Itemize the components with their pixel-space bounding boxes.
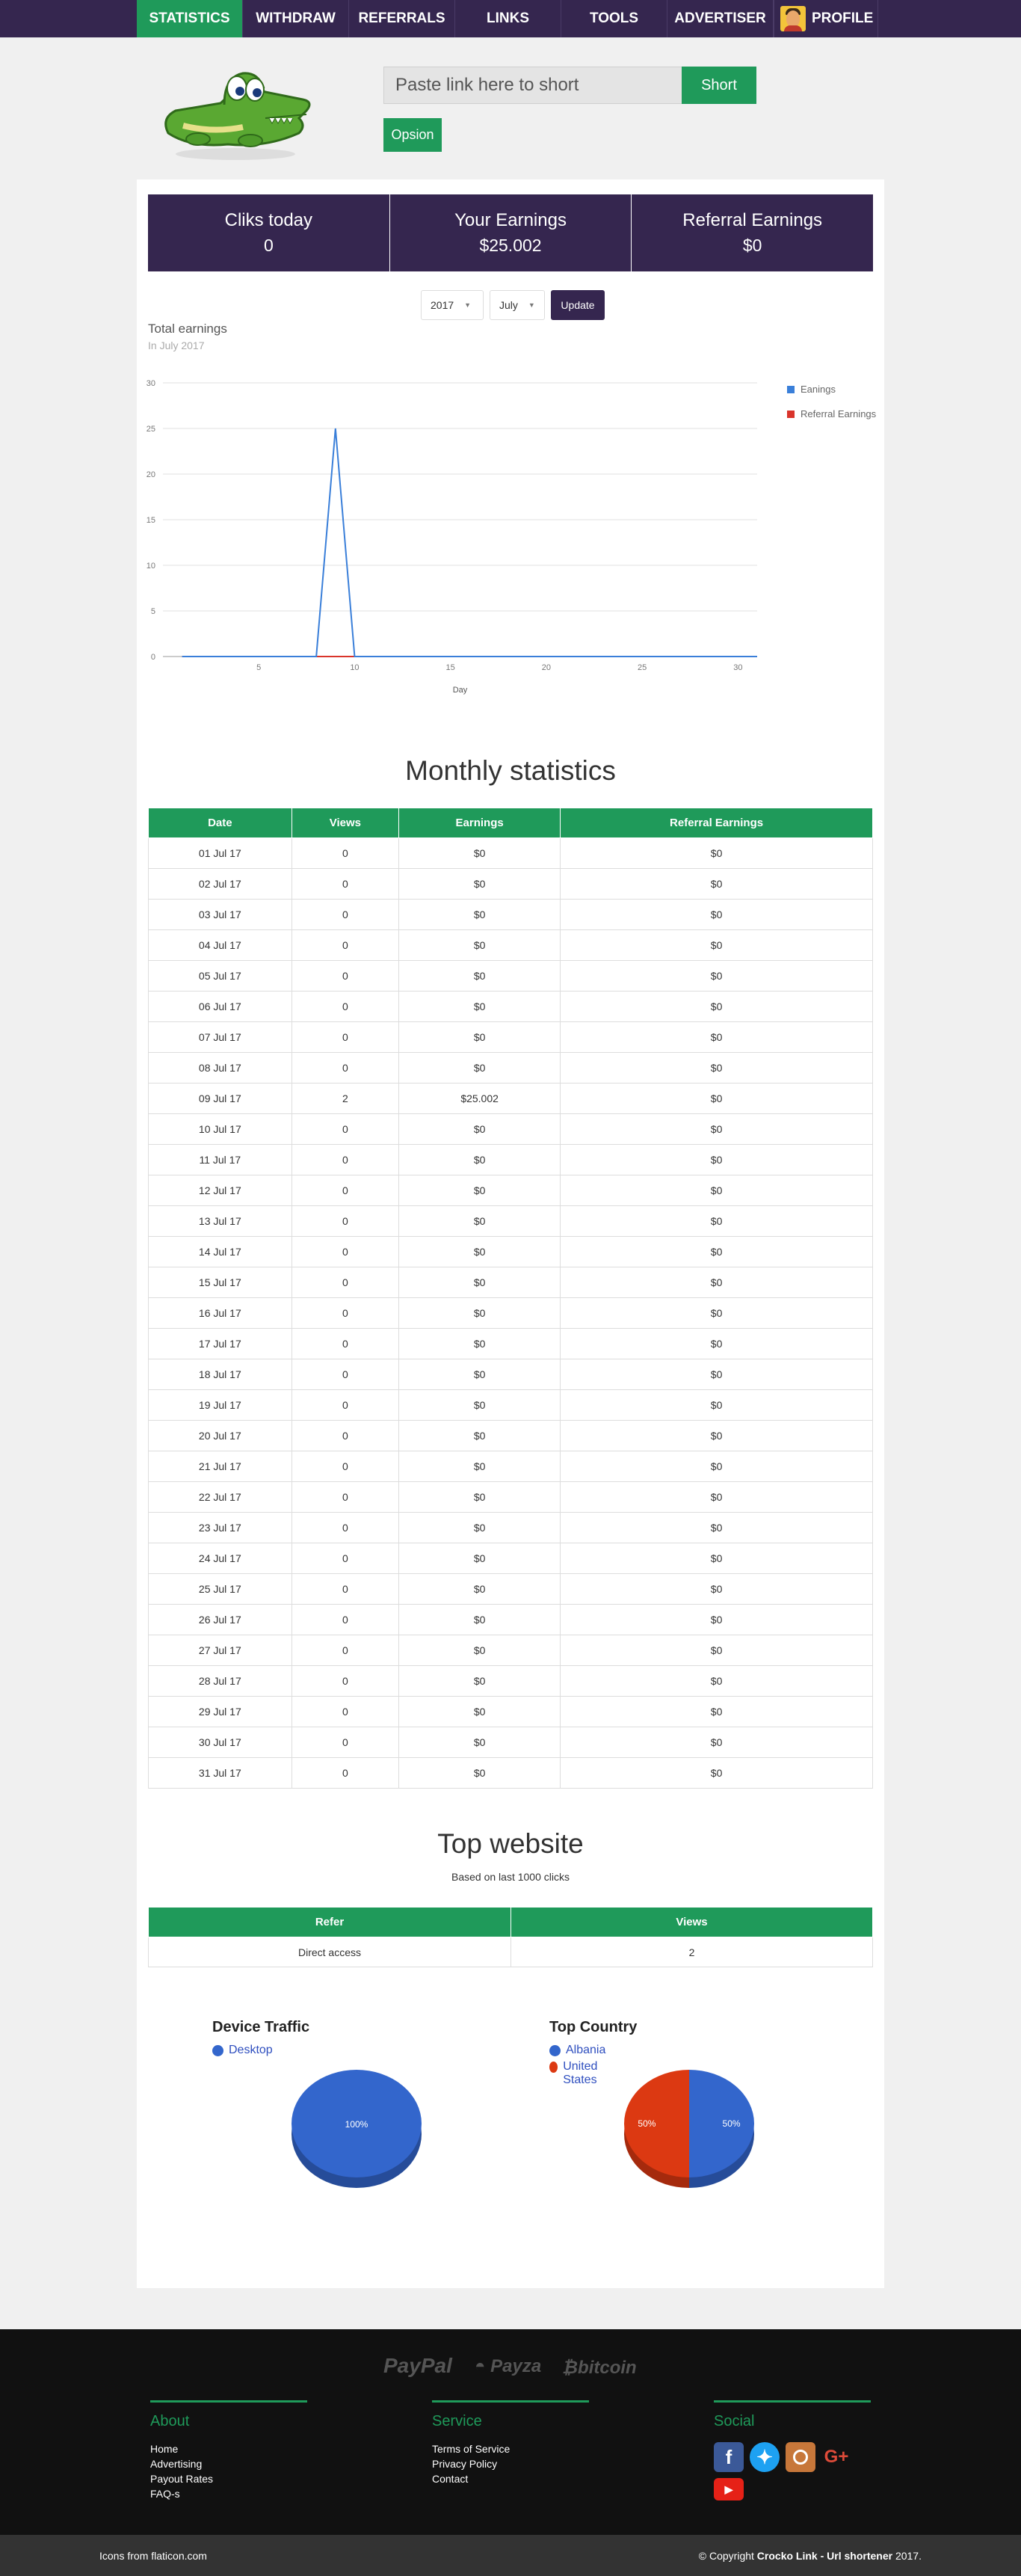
nav-tools[interactable]: TOOLS — [561, 0, 667, 37]
earnings-chart — [137, 374, 884, 718]
instagram-icon[interactable] — [786, 2442, 815, 2472]
table-row — [149, 930, 873, 961]
short-button[interactable]: Short — [682, 67, 756, 104]
row-date: 28 Jul 17 — [149, 1666, 292, 1697]
paypal-logo: PayPal — [383, 2354, 452, 2377]
row-referral: $0 — [561, 1727, 873, 1758]
row-views: 0 — [292, 1635, 398, 1666]
row-referral: $0 — [561, 1482, 873, 1513]
nav-menu — [137, 0, 878, 37]
row-referral: $0 — [561, 1267, 873, 1298]
y-tick-label: 0 — [150, 653, 155, 662]
row-date: 13 Jul 17 — [149, 1206, 292, 1237]
bitcoin-label: bitcoin — [578, 2358, 637, 2378]
row-earnings: $0 — [399, 1329, 561, 1359]
legend-label-0: Eanings — [801, 384, 836, 395]
monthly-title: Monthly statistics — [405, 755, 616, 786]
row-views: 0 — [292, 1451, 398, 1482]
stat-clicks — [148, 194, 390, 271]
month-select[interactable] — [490, 290, 545, 320]
nav-statistics[interactable]: STATISTICS — [137, 0, 243, 37]
row-earnings: $25.002 — [399, 1083, 561, 1114]
table-row — [149, 1359, 873, 1390]
table-row — [149, 1451, 873, 1482]
row-date: 02 Jul 17 — [149, 869, 292, 900]
monthly-body — [149, 838, 873, 1789]
row-views: 2 — [292, 1083, 398, 1114]
footer-link-advertising[interactable]: Advertising — [150, 2458, 203, 2470]
top-website-subtitle: Based on last 1000 clicks — [451, 1871, 570, 1883]
row-earnings: $0 — [399, 1697, 561, 1727]
credits-text: Icons from flaticon.com — [99, 2550, 207, 2562]
row-earnings: $0 — [399, 1605, 561, 1635]
row-date: 04 Jul 17 — [149, 930, 292, 961]
device-traffic-title: Device Traffic — [212, 2019, 310, 2035]
row-earnings: $0 — [399, 961, 561, 992]
row-date: 26 Jul 17 — [149, 1605, 292, 1635]
row-date: 25 Jul 17 — [149, 1574, 292, 1605]
row-date: 19 Jul 17 — [149, 1390, 292, 1421]
legend-item[interactable] — [212, 2044, 309, 2057]
row-date: 23 Jul 17 — [149, 1513, 292, 1543]
row-referral: $0 — [561, 1421, 873, 1451]
row-referral: $0 — [561, 1175, 873, 1206]
footer-link-contact[interactable]: Contact — [432, 2473, 469, 2485]
row-views: 0 — [292, 1329, 398, 1359]
row-views: 0 — [292, 1421, 398, 1451]
legend-item[interactable] — [549, 2060, 617, 2087]
nav-advertiser[interactable]: ADVERTISER — [667, 0, 774, 37]
option-button[interactable]: Opsion — [383, 118, 442, 152]
table-row — [149, 1697, 873, 1727]
legend-swatch — [212, 2045, 223, 2056]
year-select[interactable] — [421, 290, 484, 320]
row-referral: $0 — [561, 992, 873, 1022]
table-row — [149, 961, 873, 992]
footer-about-title: About — [150, 2413, 190, 2429]
table-row — [149, 1022, 873, 1053]
row-date: 05 Jul 17 — [149, 961, 292, 992]
row-date: 30 Jul 17 — [149, 1727, 292, 1758]
row-date: 18 Jul 17 — [149, 1359, 292, 1390]
row-views: 0 — [292, 961, 398, 992]
top-country-title: Top Country — [549, 2019, 638, 2035]
refer-views: 2 — [511, 1937, 873, 1967]
pie-slice-label: 100% — [345, 2119, 368, 2130]
col-refer: Refer — [149, 1908, 511, 1937]
col-date: Date — [149, 808, 292, 838]
x-tick-label: 30 — [733, 663, 743, 672]
chart-title: Total earnings — [148, 322, 227, 336]
table-row — [149, 1114, 873, 1145]
x-tick-label: 15 — [445, 663, 455, 672]
copyright-post: 2017. — [892, 2550, 922, 2562]
row-views: 0 — [292, 1697, 398, 1727]
y-tick-label: 20 — [146, 470, 155, 479]
refer-source: Direct access — [149, 1937, 511, 1967]
top-nav — [0, 0, 1021, 37]
x-tick-label: 25 — [638, 663, 647, 672]
footer-about — [150, 2400, 307, 2501]
country-pie-chart — [623, 2068, 765, 2195]
row-referral: $0 — [561, 1605, 873, 1635]
y-tick-label: 5 — [150, 607, 155, 616]
row-referral: $0 — [561, 1329, 873, 1359]
row-date: 20 Jul 17 — [149, 1421, 292, 1451]
row-earnings: $0 — [399, 1053, 561, 1083]
table-row — [149, 1145, 873, 1175]
row-earnings: $0 — [399, 1359, 561, 1390]
table-row — [149, 1206, 873, 1237]
footer-link-terms[interactable]: Terms of Service — [432, 2443, 510, 2455]
row-views: 0 — [292, 1727, 398, 1758]
row-earnings: $0 — [399, 1482, 561, 1513]
row-date: 22 Jul 17 — [149, 1482, 292, 1513]
table-row — [149, 1237, 873, 1267]
legend-swatch-0 — [787, 386, 795, 393]
y-tick-label: 25 — [146, 425, 155, 434]
row-views: 0 — [292, 1145, 398, 1175]
x-tick-label: 20 — [541, 663, 552, 672]
content-panel — [137, 179, 884, 2288]
row-referral: $0 — [561, 1666, 873, 1697]
row-date: 01 Jul 17 — [149, 838, 292, 869]
row-views: 0 — [292, 1605, 398, 1635]
row-referral: $0 — [561, 1390, 873, 1421]
facebook-icon[interactable]: f — [714, 2442, 744, 2472]
stat-referral-value: $0 — [742, 236, 762, 255]
row-earnings: $0 — [399, 900, 561, 930]
legend-item[interactable] — [549, 2044, 637, 2057]
row-earnings: $0 — [399, 992, 561, 1022]
row-date: 12 Jul 17 — [149, 1175, 292, 1206]
row-date: 29 Jul 17 — [149, 1697, 292, 1727]
row-date: 10 Jul 17 — [149, 1114, 292, 1145]
row-referral: $0 — [561, 1543, 873, 1574]
stat-referral — [632, 194, 873, 271]
google-plus-icon[interactable]: G+ — [824, 2447, 849, 2467]
row-views: 0 — [292, 1298, 398, 1329]
series-line-0 — [182, 428, 757, 657]
row-date: 16 Jul 17 — [149, 1298, 292, 1329]
row-views: 0 — [292, 869, 398, 900]
refer-table — [148, 1907, 873, 1967]
table-row — [149, 1390, 873, 1421]
footer-social — [714, 2400, 871, 2500]
row-views: 0 — [292, 1022, 398, 1053]
nav-profile-label: PROFILE — [812, 10, 874, 26]
row-date: 09 Jul 17 — [149, 1083, 292, 1114]
pie-slice-label: 50% — [638, 2118, 656, 2129]
table-row — [149, 1482, 873, 1513]
table-row — [149, 992, 873, 1022]
row-views: 0 — [292, 1543, 398, 1574]
nav-referrals[interactable]: REFERRALS — [349, 0, 455, 37]
row-referral: $0 — [561, 1513, 873, 1543]
row-referral: $0 — [561, 1237, 873, 1267]
table-row — [149, 1758, 873, 1789]
col-refer-views: Views — [511, 1908, 873, 1937]
table-row — [149, 1053, 873, 1083]
row-earnings: $0 — [399, 930, 561, 961]
row-views: 0 — [292, 838, 398, 869]
row-earnings: $0 — [399, 1758, 561, 1789]
row-date: 31 Jul 17 — [149, 1758, 292, 1789]
date-filter — [421, 290, 605, 320]
table-row — [149, 900, 873, 930]
row-referral: $0 — [561, 869, 873, 900]
monthly-header-row — [149, 808, 873, 838]
footer-link-payout[interactable]: Payout Rates — [150, 2473, 214, 2485]
row-views: 0 — [292, 1359, 398, 1390]
payza-logo — [475, 2356, 541, 2377]
row-referral: $0 — [561, 1145, 873, 1175]
row-views: 0 — [292, 1513, 398, 1543]
row-referral: $0 — [561, 1083, 873, 1114]
row-date: 24 Jul 17 — [149, 1543, 292, 1574]
row-views: 0 — [292, 1114, 398, 1145]
crocodile-logo[interactable] — [153, 58, 318, 163]
table-row — [149, 1421, 873, 1451]
row-date: 14 Jul 17 — [149, 1237, 292, 1267]
year-value: 2017 — [431, 299, 454, 311]
row-earnings: $0 — [399, 1237, 561, 1267]
row-views: 0 — [292, 1237, 398, 1267]
table-row — [149, 1267, 873, 1298]
footer-service-title: Service — [432, 2413, 482, 2429]
x-tick-label: 5 — [256, 663, 262, 672]
row-referral: $0 — [561, 961, 873, 992]
row-earnings: $0 — [399, 1543, 561, 1574]
device-pie-chart — [290, 2068, 432, 2195]
stat-clicks-label: Cliks today — [224, 210, 313, 230]
nav-withdraw[interactable]: WITHDRAW — [243, 0, 349, 37]
table-row — [149, 869, 873, 900]
row-date: 11 Jul 17 — [149, 1145, 292, 1175]
footer-link-home[interactable]: Home — [150, 2443, 179, 2455]
table-row — [149, 1543, 873, 1574]
table-row — [149, 838, 873, 869]
refer-header-row — [149, 1908, 873, 1937]
legend-label: Desktop — [229, 2044, 273, 2056]
legend-label: United States — [563, 2060, 598, 2086]
row-earnings: $0 — [399, 1022, 561, 1053]
row-earnings: $0 — [399, 1727, 561, 1758]
row-views: 0 — [292, 992, 398, 1022]
y-tick-label: 10 — [146, 562, 155, 571]
footer-link-privacy[interactable]: Privacy Policy — [432, 2458, 498, 2470]
row-earnings: $0 — [399, 1451, 561, 1482]
legend-label-1: Referral Earnings — [801, 408, 877, 419]
payza-icon: ◓ — [475, 2356, 491, 2376]
footer — [0, 2329, 1021, 2535]
table-row — [149, 1513, 873, 1543]
row-referral: $0 — [561, 1697, 873, 1727]
chevron-down-icon: ▼ — [528, 301, 535, 309]
payza-label: Payza — [490, 2356, 542, 2376]
x-axis-label: Day — [452, 686, 468, 695]
row-earnings: $0 — [399, 1390, 561, 1421]
legend-label: Albania — [566, 2044, 606, 2056]
row-referral: $0 — [561, 1451, 873, 1482]
legend-swatch-1 — [787, 411, 795, 418]
row-referral: $0 — [561, 1298, 873, 1329]
table-row — [149, 1083, 873, 1114]
row-views: 0 — [292, 1175, 398, 1206]
stat-earnings-label: Your Earnings — [454, 210, 567, 230]
row-referral: $0 — [561, 838, 873, 869]
row-earnings: $0 — [399, 1513, 561, 1543]
youtube-icon[interactable]: ▶ — [714, 2478, 744, 2500]
row-earnings: $0 — [399, 1635, 561, 1666]
pie-slice-label: 50% — [722, 2118, 741, 2129]
row-earnings: $0 — [399, 1666, 561, 1697]
y-tick-label: 30 — [146, 379, 155, 388]
table-row — [149, 1937, 873, 1967]
row-referral: $0 — [561, 1758, 873, 1789]
row-date: 27 Jul 17 — [149, 1635, 292, 1666]
row-date: 03 Jul 17 — [149, 900, 292, 930]
twitter-icon[interactable]: ✦ — [750, 2442, 780, 2472]
row-referral: $0 — [561, 1635, 873, 1666]
row-earnings: $0 — [399, 1421, 561, 1451]
bitcoin-logo — [562, 2358, 637, 2379]
row-date: 17 Jul 17 — [149, 1329, 292, 1359]
col-earnings: Earnings — [399, 808, 561, 838]
link-input[interactable] — [383, 67, 682, 104]
table-row — [149, 1298, 873, 1329]
update-button[interactable]: Update — [551, 290, 605, 320]
row-date: 15 Jul 17 — [149, 1267, 292, 1298]
row-referral: $0 — [561, 1359, 873, 1390]
footer-service — [432, 2400, 589, 2486]
top-website-title: Top website — [437, 1828, 584, 1859]
table-row — [149, 1175, 873, 1206]
x-tick-label: 10 — [350, 663, 360, 672]
col-referral: Referral Earnings — [561, 808, 873, 838]
nav-links[interactable]: LINKS — [455, 0, 561, 37]
legend-swatch — [549, 2062, 558, 2073]
row-referral: $0 — [561, 900, 873, 930]
table-row — [149, 1635, 873, 1666]
row-referral: $0 — [561, 1053, 873, 1083]
row-date: 06 Jul 17 — [149, 992, 292, 1022]
row-earnings: $0 — [399, 1175, 561, 1206]
row-referral: $0 — [561, 1114, 873, 1145]
row-views: 0 — [292, 930, 398, 961]
chevron-down-icon: ▼ — [464, 301, 472, 309]
bitcoin-icon: ₿ — [562, 2358, 579, 2378]
footer-social-title: Social — [714, 2413, 755, 2429]
legend-swatch — [549, 2045, 561, 2056]
row-views: 0 — [292, 1482, 398, 1513]
table-row — [149, 1329, 873, 1359]
row-earnings: $0 — [399, 1267, 561, 1298]
row-referral: $0 — [561, 930, 873, 961]
row-earnings: $0 — [399, 1114, 561, 1145]
stat-earnings — [390, 194, 632, 271]
row-views: 0 — [292, 1758, 398, 1789]
row-date: 21 Jul 17 — [149, 1451, 292, 1482]
row-views: 0 — [292, 1053, 398, 1083]
nav-profile[interactable] — [774, 0, 878, 37]
row-earnings: $0 — [399, 838, 561, 869]
copyright-brand: Crocko Link - Url shortener — [756, 2550, 893, 2562]
y-tick-label: 15 — [146, 516, 155, 525]
month-value: July — [499, 299, 518, 311]
row-date: 08 Jul 17 — [149, 1053, 292, 1083]
row-referral: $0 — [561, 1574, 873, 1605]
monthly-table — [148, 808, 873, 1789]
table-row — [149, 1727, 873, 1758]
row-earnings: $0 — [399, 869, 561, 900]
row-earnings: $0 — [399, 1298, 561, 1329]
row-views: 0 — [292, 900, 398, 930]
row-views: 0 — [292, 1267, 398, 1298]
copyright-text — [699, 2550, 922, 2562]
col-views: Views — [292, 808, 398, 838]
row-earnings: $0 — [399, 1206, 561, 1237]
chart-subtitle: In July 2017 — [148, 339, 205, 351]
stats-bar — [148, 194, 873, 271]
row-earnings: $0 — [399, 1145, 561, 1175]
copyright-pre: © Copyright — [698, 2550, 757, 2562]
row-referral: $0 — [561, 1022, 873, 1053]
stat-referral-label: Referral Earnings — [682, 210, 823, 230]
row-views: 0 — [292, 1390, 398, 1421]
row-earnings: $0 — [399, 1574, 561, 1605]
row-referral: $0 — [561, 1206, 873, 1237]
row-views: 0 — [292, 1574, 398, 1605]
device-traffic — [212, 2019, 309, 2057]
footer-link-faq[interactable]: FAQ-s — [150, 2488, 180, 2500]
table-row — [149, 1666, 873, 1697]
avatar-icon — [780, 6, 806, 31]
stat-earnings-value: $25.002 — [479, 236, 542, 255]
table-row — [149, 1605, 873, 1635]
table-row — [149, 1574, 873, 1605]
row-date: 07 Jul 17 — [149, 1022, 292, 1053]
row-views: 0 — [292, 1206, 398, 1237]
row-views: 0 — [292, 1666, 398, 1697]
stat-clicks-value: 0 — [263, 236, 274, 255]
footer-bottom-bar — [0, 2535, 1021, 2576]
